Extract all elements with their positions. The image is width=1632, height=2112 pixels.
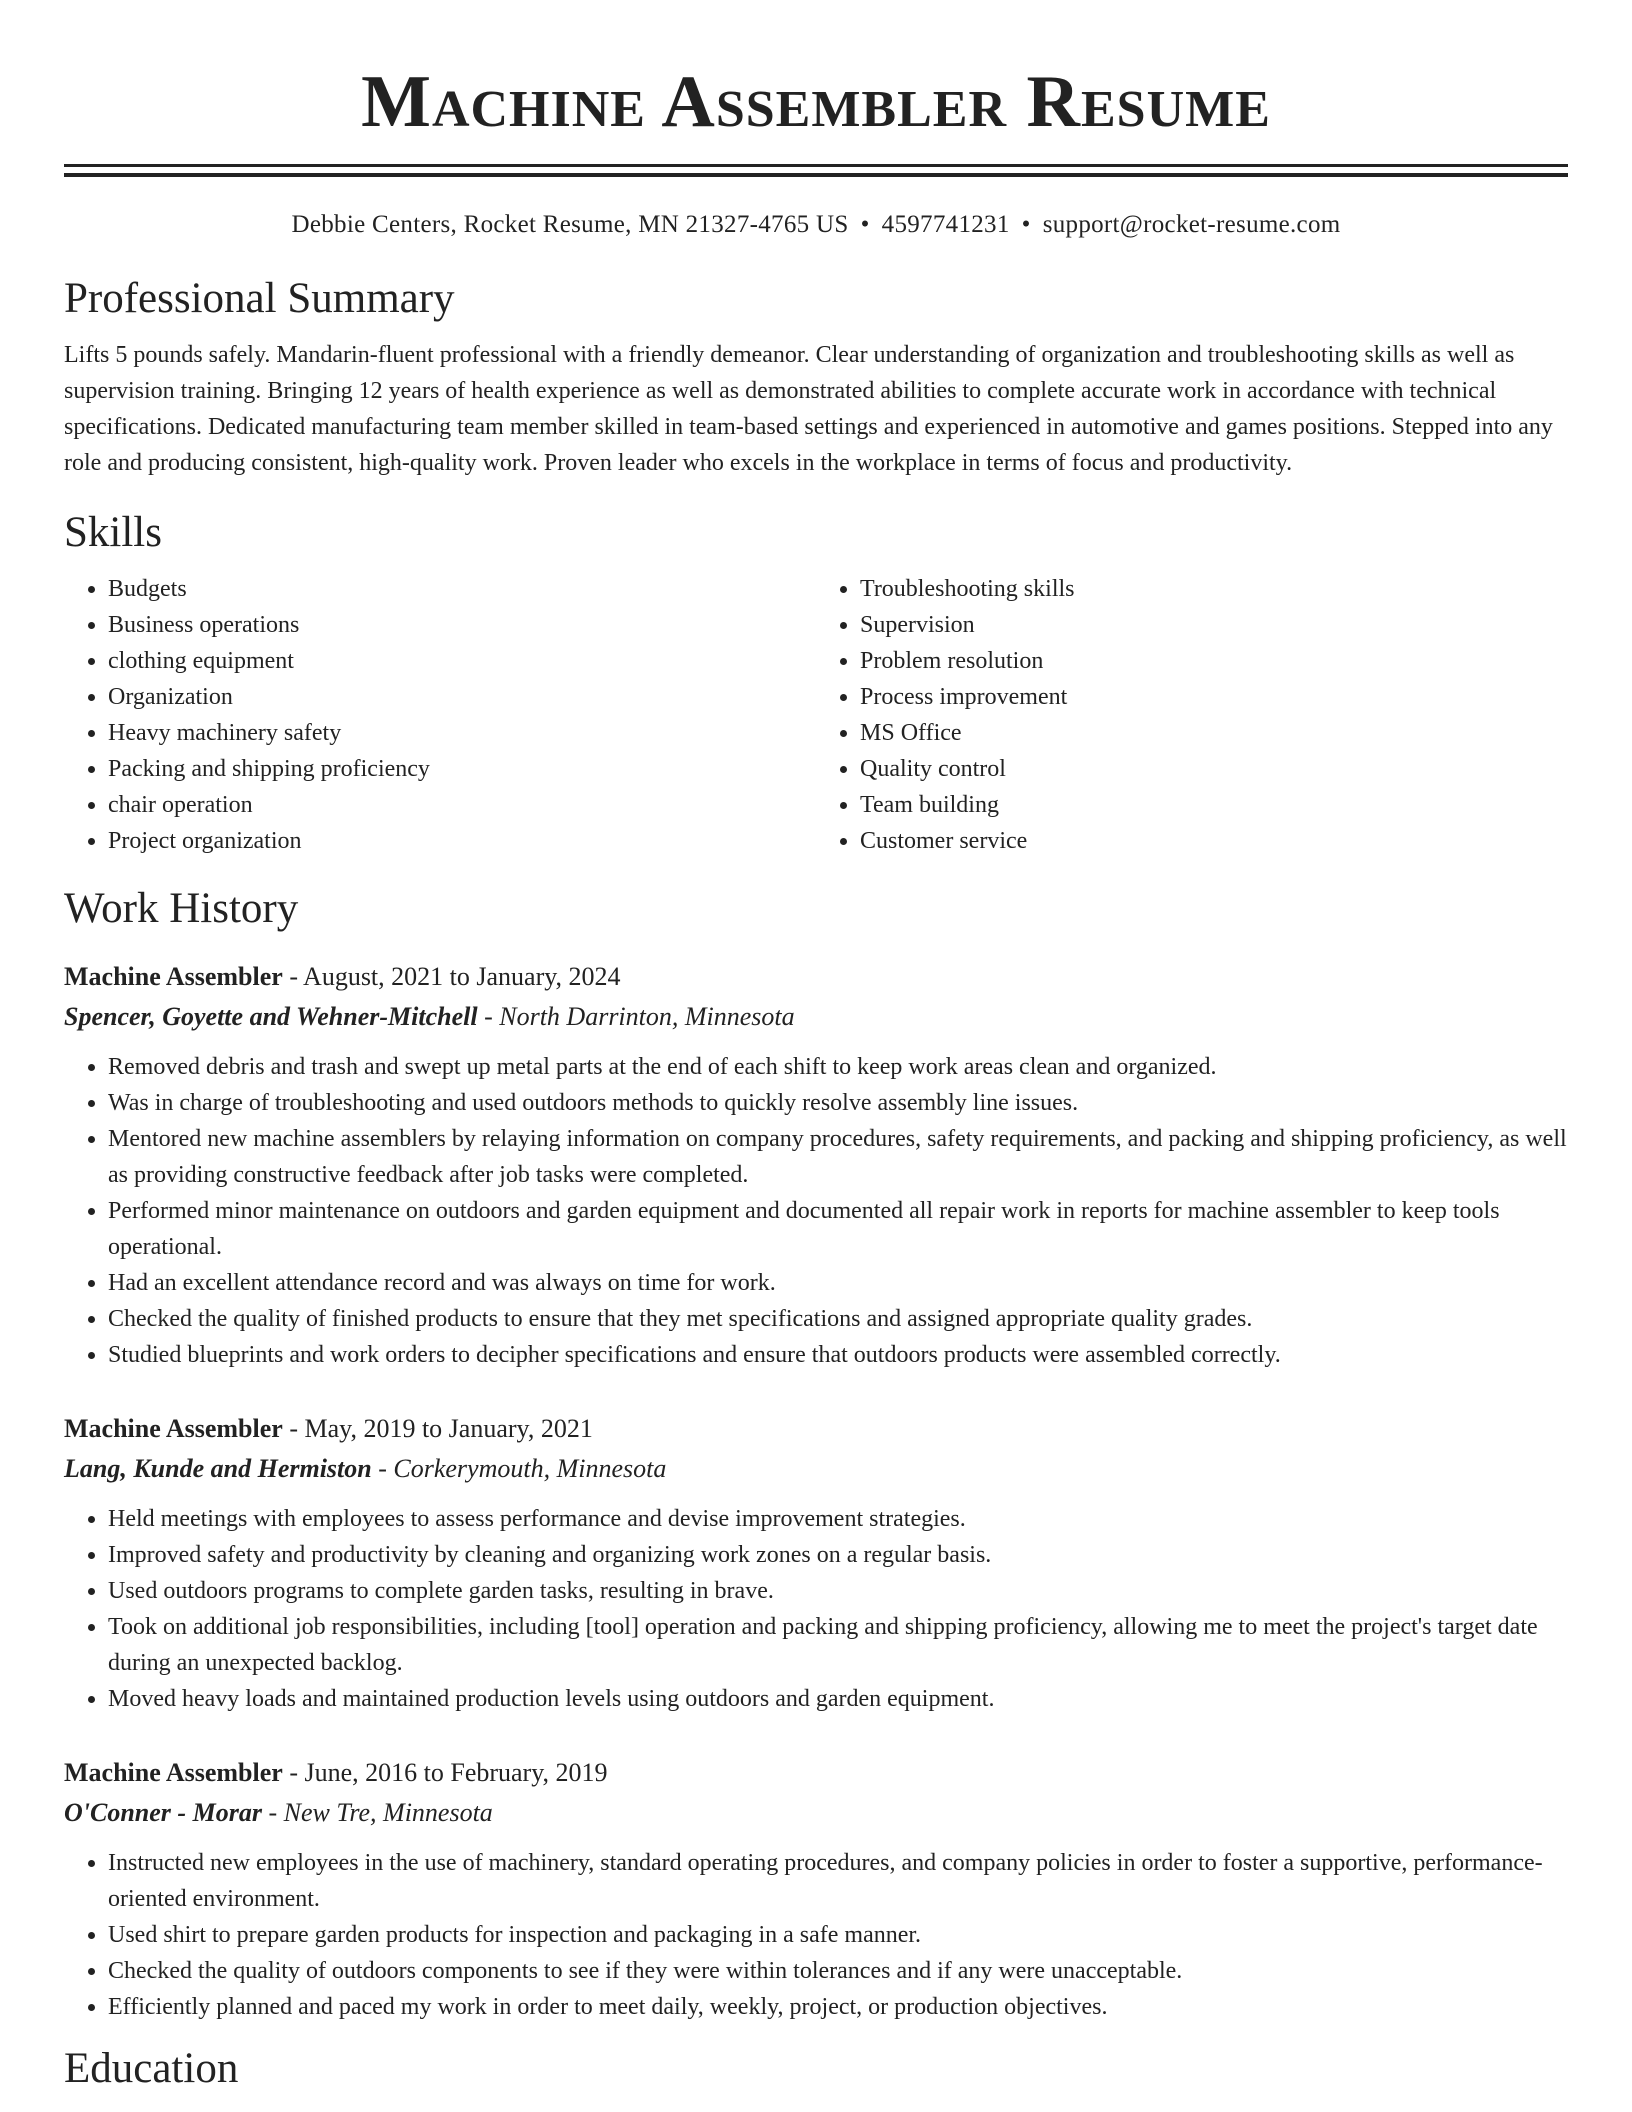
skill-item: • Heavy machinery safety [108, 715, 816, 751]
job-bullet: • Used shirt to prepare garden products for inspection and packaging in a safe manner. [108, 1917, 1568, 1953]
skill-item: • Business operations [108, 607, 816, 643]
job-employer [64, 1449, 1568, 1489]
job-header [64, 1753, 1568, 1793]
skill-item: • MS Office [860, 715, 1568, 751]
job-dates: - August, 2021 to January, 2024 [282, 962, 621, 991]
job-bullet: • Checked the quality of finished products to ensure that they met specifications and assigned appropriate quality grades. [108, 1301, 1568, 1337]
job-bullet: • Instructed new employees in the use of machinery, standard operating procedures, and company policies in order to foster a supportive, performance-oriented environment. [108, 1845, 1568, 1917]
job-header [64, 1409, 1568, 1449]
job-bullet: • Was in charge of troubleshooting and used outdoors methods to quickly resolve assembly line issues. [108, 1085, 1568, 1121]
education-heading: Education [64, 2045, 239, 2092]
skill-item: • Organization [108, 679, 816, 715]
skills-list-left [64, 571, 816, 859]
job-location: - New Tre, Minnesota [261, 1798, 493, 1827]
title-divider-bottom [64, 173, 1568, 177]
skill-item: • Supervision [860, 607, 1568, 643]
skills-heading: Skills [64, 509, 162, 556]
job-bullet: • Had an excellent attendance record and was always on time for work. [108, 1265, 1568, 1301]
skill-item: • Packing and shipping proficiency [108, 751, 816, 787]
job-bullet: • Moved heavy loads and maintained production levels using outdoors and garden equipment. [108, 1681, 1568, 1717]
skill-item: • Troubleshooting skills [860, 571, 1568, 607]
job-header [64, 957, 1568, 997]
job-title: Machine Assembler [64, 1414, 283, 1443]
skill-item: • Budgets [108, 571, 816, 607]
contact-email: support@rocket-resume.com [1042, 211, 1341, 238]
job-dates: - May, 2019 to January, 2021 [282, 1414, 593, 1443]
resume-title: Machine Assembler Resume [361, 61, 1271, 143]
job-company: Lang, Kunde and Hermiston [64, 1454, 372, 1483]
job-bullet: • Studied blueprints and work orders to decipher specifications and ensure that outdoors products were assembled correctly. [108, 1337, 1568, 1373]
job-title: Machine Assembler [64, 1758, 283, 1787]
job-dates: - June, 2016 to February, 2019 [282, 1758, 608, 1787]
skill-item: • Project organization [108, 823, 816, 859]
job-employer [64, 997, 1568, 1037]
job-bullet: • Performed minor maintenance on outdoors and garden equipment and documented all repair work in reports for machine assembler to keep tools operational. [108, 1193, 1568, 1265]
contact-address: Debbie Centers, Rocket Resume, MN 21327-4765 US [291, 211, 849, 238]
job-bullets [64, 1501, 1568, 1717]
skill-item: • Team building [860, 787, 1568, 823]
job-bullet: • Checked the quality of outdoors components to see if they were within tolerances and if any were unacceptable. [108, 1953, 1568, 1989]
skill-item: • Problem resolution [860, 643, 1568, 679]
job-bullet: • Took on additional job responsibilities, including [tool] operation and packing and shipping proficiency, allowing me to meet the project's target date during an unexpected backlog. [108, 1609, 1568, 1681]
contact-separator: • [1021, 211, 1031, 238]
job-location: - North Darrinton, Minnesota [477, 1002, 795, 1031]
job-bullet: • Held meetings with employees to assess performance and devise improvement strategies. [108, 1501, 1568, 1537]
job-entry [64, 1753, 1568, 2025]
skill-item: • Quality control [860, 751, 1568, 787]
job-bullet: • Used outdoors programs to complete garden tasks, resulting in brave. [108, 1573, 1568, 1609]
job-entry [64, 1409, 1568, 1717]
job-employer [64, 1793, 1568, 1833]
skill-item: • Customer service [860, 823, 1568, 859]
skill-item: • clothing equipment [108, 643, 816, 679]
job-bullet: • Removed debris and trash and swept up metal parts at the end of each shift to keep work areas clean and organized. [108, 1049, 1568, 1085]
contact-phone: 4597741231 [881, 211, 1010, 238]
job-bullets [64, 1049, 1568, 1373]
skill-item: • Process improvement [860, 679, 1568, 715]
skills-columns [64, 571, 1568, 859]
job-entry [64, 957, 1568, 1373]
job-bullets [64, 1845, 1568, 2025]
job-location: - Corkerymouth, Minnesota [371, 1454, 667, 1483]
summary-heading: Professional Summary [64, 275, 455, 322]
job-company: O'Conner - Morar [64, 1798, 262, 1827]
job-company: Spencer, Goyette and Wehner-Mitchell [64, 1002, 478, 1031]
work-history-heading: Work History [64, 885, 299, 932]
contact-separator: • [860, 211, 870, 238]
job-bullet: • Efficiently planned and paced my work in order to meet daily, weekly, project, or production objectives. [108, 1989, 1568, 2025]
title-divider-top [64, 164, 1568, 167]
job-bullet: • Mentored new machine assemblers by relaying information on company procedures, safety requirements, and packing and shipping proficiency, as well as providing constructive feedback after job tasks were completed. [108, 1121, 1568, 1193]
skill-item: • chair operation [108, 787, 816, 823]
skills-list-right [816, 571, 1568, 859]
job-title: Machine Assembler [64, 962, 283, 991]
summary-text: Lifts 5 pounds safely. Mandarin-fluent professional with a friendly demeanor. Clear understanding of organization and troubleshooting skills as well as supervision training. Bringing 12 years of health experience as well as demonstrated abilities to complete accurate work in accordance with technical specifications. Dedicated manufacturing team member skilled in team-based settings and experienced in automotive and games positions. Stepped into any role and producing consistent, high-quality work. Proven leader who excels in the workplace in terms of focus and productivity. [64, 342, 1553, 476]
job-bullet: • Improved safety and productivity by cleaning and organizing work zones on a regular basis. [108, 1537, 1568, 1573]
contact-line [64, 209, 1568, 241]
